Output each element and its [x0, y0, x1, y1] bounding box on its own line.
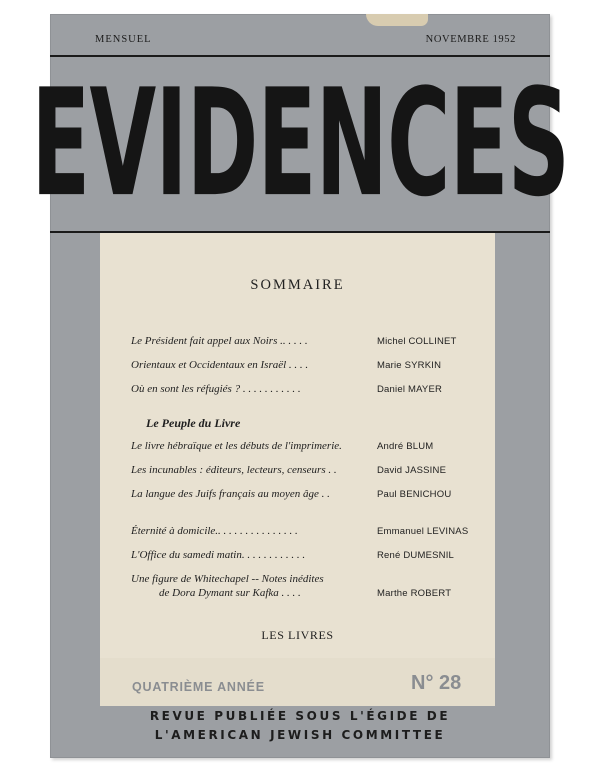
entry-author: Michel COLLINET — [377, 336, 457, 347]
entry-author: Marthe ROBERT — [377, 588, 452, 599]
entry-title: La langue des Juifs français au moyen âge . . — [131, 488, 330, 500]
issue-number: N° 28 — [411, 672, 462, 694]
contents-entry — [131, 383, 481, 401]
entry-author: Marie SYRKIN — [377, 360, 442, 371]
entry-title: Le Président fait appel aux Noirs .. . . . . — [131, 335, 308, 347]
issue-date: NOVEMBRE 1952 — [425, 34, 516, 45]
contents-entry — [131, 440, 481, 458]
entry-author: David JASSINE — [377, 465, 447, 476]
entry-title: Orientaux et Occidentaux en Israël . . . . — [131, 359, 309, 371]
entry-author: Daniel MAYER — [377, 384, 443, 395]
contents-entry — [131, 335, 481, 353]
year-label: QUATRIÈME ANNÉE — [132, 680, 265, 694]
entry-title: Éternité à domicile.. . . . . . . . . . . . . . . — [131, 525, 298, 537]
footer-line-2: L'AMERICAN JEWISH COMMITTEE — [154, 728, 446, 742]
entry-author: René DUMESNIL — [377, 550, 455, 561]
contents-panel — [100, 233, 495, 706]
entry-author: André BLUM — [377, 441, 434, 452]
contents-entry — [131, 464, 481, 482]
entry-title-line2: de Dora Dymant sur Kafka . . . . — [159, 587, 301, 599]
masthead — [31, 57, 569, 231]
issue-strip — [100, 658, 495, 706]
contents-entry — [131, 488, 481, 506]
masthead-title: EVIDENCES — [31, 58, 569, 230]
entry-author: Emmanuel LEVINAS — [377, 526, 469, 537]
entry-title: Le livre hébraïque et les débuts de l'imprimerie. — [131, 440, 342, 452]
contents-entry — [131, 549, 481, 567]
magazine-cover — [31, 14, 569, 758]
contents-entry-two-line — [131, 573, 481, 605]
footer-line-1: REVUE PUBLIÉE SOUS L'ÉGIDE DE — [149, 709, 451, 723]
entry-title-line1: Une figure de Whitechapel -- Notes inédites — [131, 573, 324, 585]
entry-title: L'Office du samedi matin. . . . . . . . . . . . — [131, 549, 306, 561]
entry-title: Les incunables : éditeurs, lecteurs, censeurs . . — [131, 464, 337, 476]
frequency-label: MENSUEL — [95, 34, 152, 45]
books-section: LES LIVRES — [261, 628, 334, 642]
paper-tear — [366, 14, 428, 26]
section-title: Le Peuple du Livre — [146, 416, 241, 430]
publisher-footer — [50, 707, 550, 745]
contents-entry — [131, 359, 481, 377]
entry-title: Où en sont les réfugiés ? . . . . . . . . . . . — [131, 383, 301, 395]
contents-entry — [131, 525, 481, 543]
entry-author: Paul BENICHOU — [377, 489, 452, 500]
contents-heading: SOMMAIRE — [250, 277, 345, 293]
